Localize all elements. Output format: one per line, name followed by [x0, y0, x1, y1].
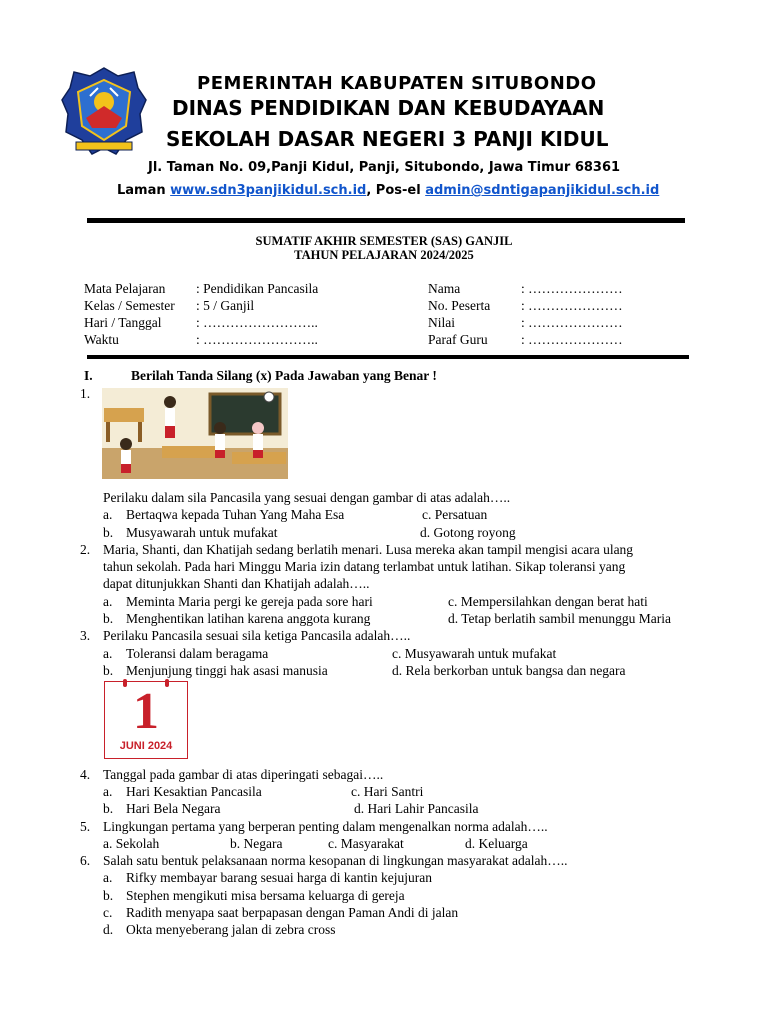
q4-option-c[interactable]: c. Hari Santri — [351, 784, 424, 799]
q4-letter-b: b. — [103, 801, 114, 816]
calendar-month: JUNI 2024 — [119, 740, 173, 752]
info-divider — [87, 355, 689, 359]
q2-option-a[interactable]: Meminta Maria pergi ke gereja pada sore hari — [126, 594, 373, 609]
exam-year: TAHUN PELAJARAN 2024/2025 — [294, 248, 474, 262]
q2-text-line2: tahun sekolah. Pada hari Minggu Maria izin datang terlambat untuk latihan. Sikap toleransi yang — [103, 559, 626, 574]
info-value-class: : 5 / Ganjil — [196, 298, 255, 313]
q1-option-b[interactable]: Musyawarah untuk mufakat — [126, 525, 278, 540]
website-link[interactable]: www.sdn3panjikidul.sch.id — [170, 183, 367, 198]
q5-option-c[interactable]: c. Masyarakat — [328, 836, 404, 851]
q5-option-b[interactable]: b. Negara — [230, 836, 283, 851]
info-value-teacher-sign: : ………………… — [521, 332, 623, 347]
q6-option-c[interactable]: Radith menyapa saat berpapasan dengan Paman Andi di jalan — [126, 905, 459, 920]
q6-letter-c: c. — [103, 905, 113, 920]
q3-letter-b: b. — [103, 663, 114, 678]
q5-text: Lingkungan pertama yang berperan penting dalam mengenalkan norma adalah….. — [103, 819, 548, 834]
q3-option-a[interactable]: Toleransi dalam beragama — [126, 646, 269, 661]
q1-text: Perilaku dalam sila Pancasila yang sesuai dengan gambar di atas adalah….. — [103, 490, 511, 505]
q6-number: 6. — [80, 853, 91, 868]
section-instruction: Berilah Tanda Silang (x) Pada Jawaban yang Benar ! — [131, 368, 437, 383]
exam-title: SUMATIF AKHIR SEMESTER (SAS) GANJIL — [255, 234, 513, 248]
q6-option-b[interactable]: Stephen mengikuti misa bersama keluarga di gereja — [126, 888, 405, 903]
q3-option-d[interactable]: d. Rela berkorban untuk bangsa dan negara — [392, 663, 626, 678]
section-number: I. — [84, 368, 93, 383]
government-heading: PEMERINTAH KABUPATEN SITUBONDO — [197, 73, 597, 94]
q4-text: Tanggal pada gambar di atas diperingati sebagai….. — [103, 767, 384, 782]
q4-option-a[interactable]: Hari Kesaktian Pancasila — [126, 784, 262, 799]
q6-letter-a: a. — [103, 870, 113, 885]
q4-letter-a: a. — [103, 784, 113, 799]
info-value-subject: : Pendidikan Pancasila — [196, 281, 319, 296]
q2-option-c[interactable]: c. Mempersilahkan dengan berat hati — [448, 594, 648, 609]
q3-text: Perilaku Pancasila sesuai sila ketiga Pancasila adalah….. — [103, 628, 411, 643]
q6-option-d[interactable]: Okta menyeberang jalan di zebra cross — [126, 922, 336, 937]
q3-option-b[interactable]: Menjunjung tinggi hak asasi manusia — [126, 663, 328, 678]
q2-text-line3: dapat ditunjukkan Shanti dan Khatijah adalah….. — [103, 576, 370, 591]
website-label: Laman — [117, 183, 171, 198]
q2-number: 2. — [80, 542, 91, 557]
q3-option-c[interactable]: c. Musyawarah untuk mufakat — [392, 646, 557, 661]
info-label-class: Kelas / Semester — [84, 298, 175, 313]
q2-letter-b: b. — [103, 611, 114, 626]
info-value-date: : …………………….. — [196, 315, 318, 330]
contact-line — [117, 183, 659, 198]
q6-text: Salah satu bentuk pelaksanaan norma kesopanan di lingkungan masyarakat adalah….. — [103, 853, 568, 868]
school-address: Jl. Taman No. 09,Panji Kidul, Panji, Situbondo, Jawa Timur 68361 — [148, 160, 621, 175]
calendar-day: 1 — [133, 683, 159, 740]
info-label-participant: No. Peserta — [428, 298, 491, 313]
info-value-time: : …………………….. — [196, 332, 318, 347]
agency-heading: DINAS PENDIDIKAN DAN KEBUDAYAAN — [172, 96, 605, 120]
q6-letter-d: d. — [103, 922, 114, 937]
info-label-date: Hari / Tanggal — [84, 315, 162, 330]
q2-option-b[interactable]: Menghentikan latihan karena anggota kurang — [126, 611, 371, 626]
regency-logo — [60, 66, 148, 160]
info-value-participant: : ………………… — [521, 298, 623, 313]
info-label-teacher-sign: Paraf Guru — [428, 332, 488, 347]
q2-text-line1: Maria, Shanti, dan Khatijah sedang berlatih menari. Lusa mereka akan tampil mengisi acara ulang — [103, 542, 634, 557]
email-link[interactable]: admin@sdntigapanjikidul.sch.id — [425, 183, 660, 198]
info-value-name: : ………………… — [521, 281, 623, 296]
q3-number: 3. — [80, 628, 91, 643]
q2-letter-a: a. — [103, 594, 113, 609]
info-value-score: : ………………… — [521, 315, 623, 330]
q6-option-a[interactable]: Rifky membayar barang sesuai harga di kantin kejujuran — [126, 870, 433, 885]
q1-option-a[interactable]: Bertaqwa kepada Tuhan Yang Maha Esa — [126, 507, 345, 522]
q1-letter-a: a. — [103, 507, 113, 522]
q4-option-b[interactable]: Hari Bela Negara — [126, 801, 221, 816]
calendar-image — [104, 681, 188, 759]
info-label-subject: Mata Pelajaran — [84, 281, 166, 296]
email-label: , Pos-el — [366, 183, 426, 198]
q1-number: 1. — [80, 386, 91, 401]
q1-letter-b: b. — [103, 525, 114, 540]
info-label-name: Nama — [428, 281, 461, 296]
q5-number: 5. — [80, 819, 91, 834]
classroom-illustration — [102, 388, 288, 479]
q1-option-c[interactable]: c. Persatuan — [422, 507, 488, 522]
school-name: SEKOLAH DASAR NEGERI 3 PANJI KIDUL — [166, 127, 609, 151]
q6-letter-b: b. — [103, 888, 114, 903]
q5-option-a[interactable]: a. Sekolah — [103, 836, 160, 851]
info-label-time: Waktu — [84, 332, 119, 347]
q4-option-d[interactable]: d. Hari Lahir Pancasila — [354, 801, 479, 816]
q1-option-d[interactable]: d. Gotong royong — [420, 525, 516, 540]
q2-option-d[interactable]: d. Tetap berlatih sambil menunggu Maria — [448, 611, 672, 626]
q3-letter-a: a. — [103, 646, 113, 661]
q4-number: 4. — [80, 767, 91, 782]
header-divider — [87, 218, 685, 223]
q5-option-d[interactable]: d. Keluarga — [465, 836, 528, 851]
info-label-score: Nilai — [428, 315, 455, 330]
